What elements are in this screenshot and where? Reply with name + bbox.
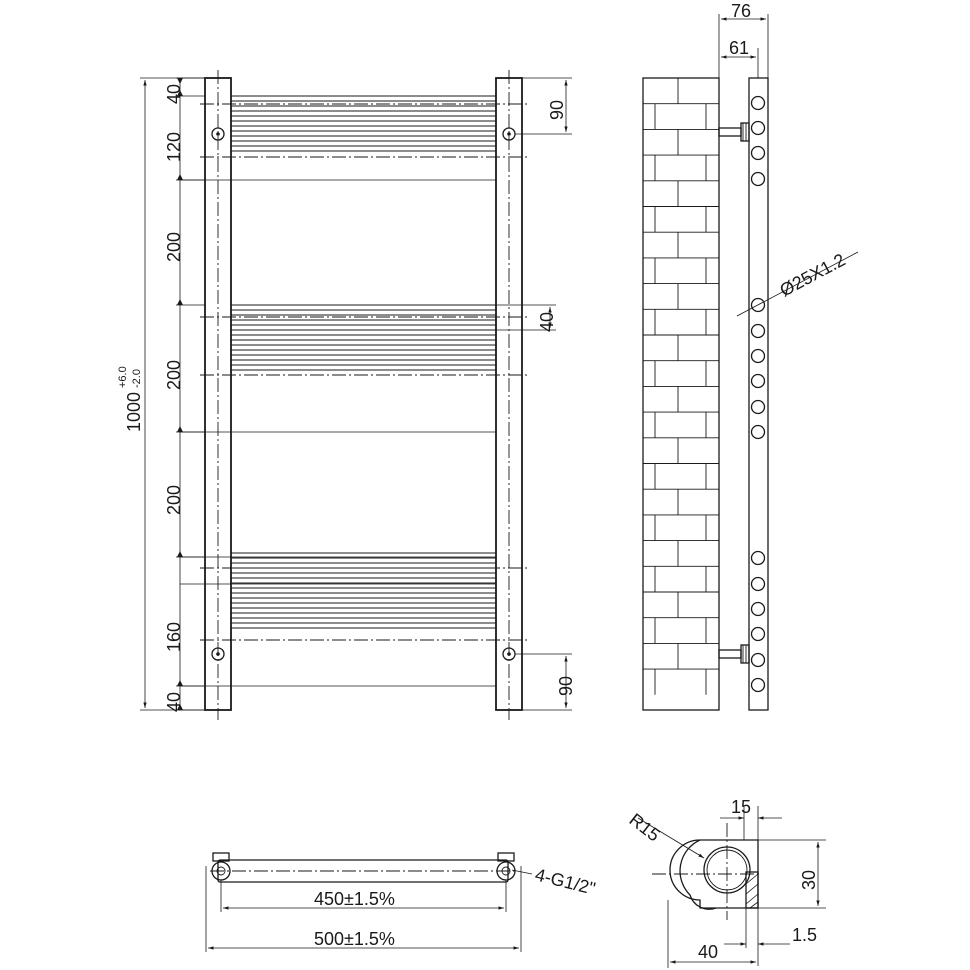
rail-section — [752, 628, 765, 641]
side-bracket-top — [719, 123, 749, 141]
section-view — [626, 797, 826, 968]
rail-section — [752, 679, 765, 692]
dim-right-40-mid: 40 — [537, 311, 557, 332]
front-view — [117, 70, 576, 720]
dim-left-200-a: 200 — [164, 231, 184, 262]
overall-height-tol-minus: -2.0 — [131, 369, 143, 388]
dimension-arrow — [177, 299, 183, 305]
rail-section — [752, 578, 765, 591]
width-bottom-label: 40 — [698, 942, 719, 962]
dimension-arrow — [177, 680, 183, 686]
dim-right-90-top: 90 — [547, 99, 567, 120]
side-bracket-bottom — [719, 645, 749, 663]
side-view — [643, 1, 858, 710]
rail-section — [752, 426, 765, 439]
dim-right-90-bottom: 90 — [556, 675, 576, 696]
dimension-arrow — [177, 174, 183, 180]
dimension-arrow — [177, 426, 183, 432]
overall-height-label: 1000 — [124, 391, 144, 432]
wall — [643, 78, 719, 710]
dim-left-200-c: 200 — [164, 484, 184, 515]
rail-section — [752, 350, 765, 363]
rail-section — [752, 325, 765, 338]
width-top-label: 15 — [731, 797, 752, 817]
rail-section — [752, 603, 765, 616]
heating-rails — [180, 96, 528, 686]
connection-spec-label: 4-G1/2" — [533, 864, 598, 899]
rail-cross-sections — [752, 97, 765, 692]
bottom-left-connector — [212, 853, 230, 880]
dim-left-160: 160 — [164, 621, 184, 652]
bottom-right-connector — [497, 853, 515, 880]
wall-label: 1.5 — [792, 925, 818, 945]
dimension-arrow — [177, 78, 183, 84]
rail-section — [752, 173, 765, 186]
depth-outer-label: 76 — [731, 1, 752, 21]
bottom-view — [206, 853, 597, 952]
rail-section — [752, 375, 765, 388]
radius-label: R15 — [625, 809, 664, 846]
inner-width-label: 450±1.5% — [314, 889, 395, 909]
depth-inner-label: 61 — [729, 38, 750, 58]
rail-section — [752, 97, 765, 110]
dim-left-200-b: 200 — [164, 359, 184, 390]
brick-pattern — [643, 78, 719, 695]
rail-section — [752, 147, 765, 160]
height-label: 30 — [799, 869, 819, 890]
dim-left-40-top: 40 — [164, 83, 184, 104]
rail-section — [752, 552, 765, 565]
outer-width-label: 500±1.5% — [314, 929, 395, 949]
dim-left-40-bottom: 40 — [164, 691, 184, 712]
rail-section — [752, 401, 765, 414]
dimension-arrow — [177, 551, 183, 557]
overall-height-tol-plus: +6.0 — [117, 366, 129, 388]
tube-spec-label: Ø25X1.2 — [776, 249, 849, 301]
dim-left-120: 120 — [164, 131, 184, 162]
rail-section — [752, 654, 765, 667]
rail-section — [752, 122, 765, 135]
